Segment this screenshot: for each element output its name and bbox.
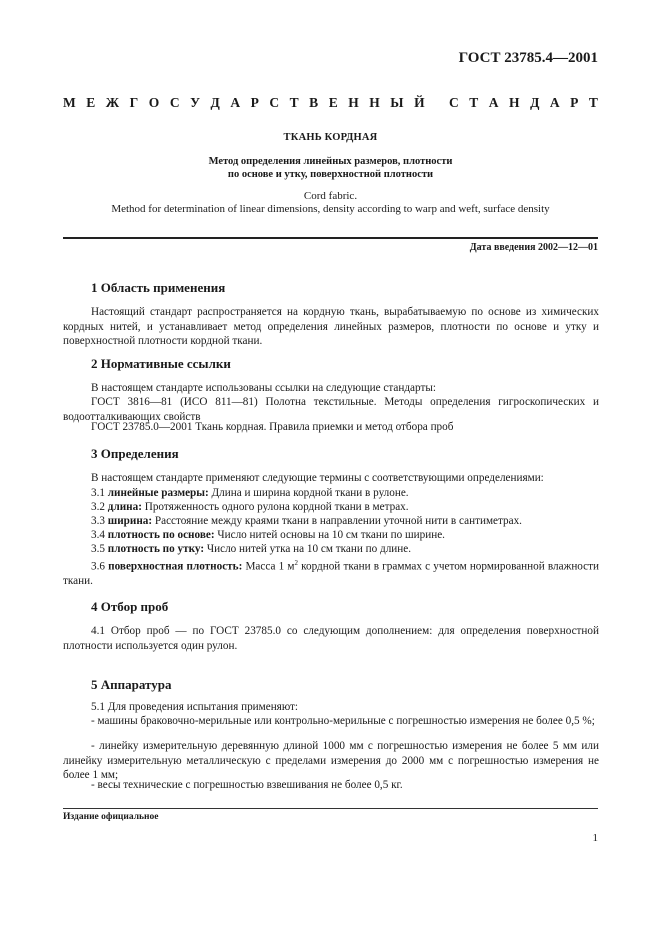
footer-divider <box>63 808 598 809</box>
heading-letter: Д <box>210 95 220 110</box>
definition-text: Число нитей основы на 10 см ткани по ширине. <box>217 529 445 541</box>
definition-number: 3.6 <box>91 560 105 573</box>
heading-letter: Р <box>570 95 579 110</box>
heading-letter: Е <box>328 95 338 110</box>
definition-text-continued: кордной ткани в граммах с учетом нормированной влажности ткани. <box>63 560 600 588</box>
heading-letter: Н <box>369 95 380 110</box>
section-2-heading: 2 Нормативные ссылки <box>91 356 231 371</box>
heading-letter: А <box>488 95 499 110</box>
interstate-standard-heading <box>63 95 598 111</box>
section-2-intro: В настоящем стандарте использованы ссылки на следующие стандарты: <box>91 382 436 394</box>
apparatus-item-2: - линейку измерительную деревянную длиной 1000 мм с погрешностью измерения не более 5 мм или линейку измерительную металлическую с пределами измерения до 2000 мм с погрешностью измерения не более 1 мм; <box>63 740 599 781</box>
apparatus-item-3: - весы технические с погрешностью взвешивания не более 0,5 кг. <box>91 779 403 791</box>
definition-number: 3.3 <box>91 515 105 527</box>
section-1-paragraph: Настоящий стандарт распространяется на кордную ткань, вырабатываемую по основе из химических кордных нитей, и устанавливает метод определения линейных размеров, плотности по основе и утку и поверхностной плотности кордной ткани. <box>63 306 599 347</box>
heading-letter: Й <box>414 95 425 110</box>
introduction-date: Дата введения 2002—12—01 <box>469 242 598 253</box>
heading-letter: Т <box>469 95 479 110</box>
heading-letter: С <box>269 95 280 110</box>
definition-3-6 <box>63 547 599 589</box>
subtitle-line-2: по основе и утку, поверхностной плотности <box>227 169 434 180</box>
document-code: ГОСТ 23785.4—2001 <box>458 50 598 66</box>
section-5-intro: 5.1 Для проведения испытания применяют: <box>91 701 299 713</box>
definition-term: линейные размеры: <box>107 487 209 499</box>
section-5-heading: 5 Аппаратура <box>91 677 172 692</box>
definition-term: длина: <box>107 501 142 513</box>
heading-letter: О <box>148 95 160 110</box>
definition-3-2 <box>91 500 599 515</box>
definition-text: Расстояние между краями ткани в направлении уточной нити в сантиметрах. <box>154 515 522 527</box>
english-title-line-1: Cord fabric. <box>303 190 358 202</box>
heading-letter: А <box>549 95 560 110</box>
english-title <box>63 190 598 216</box>
definition-term: плотность по утку: <box>107 543 205 555</box>
section-3-heading: 3 Определения <box>91 446 179 461</box>
heading-letter: Ы <box>390 95 404 110</box>
section-2-reference-1: ГОСТ 3816—81 (ИСО 811—81) Полотна текстильные. Методы определения гигроскопических и водоотталкивающих свойств <box>63 396 599 423</box>
page-number: 1 <box>592 832 598 844</box>
heading-letter: В <box>309 95 319 110</box>
superscript: 2 <box>294 559 298 567</box>
definition-number: 3.1 <box>91 487 105 499</box>
heading-letter: Е <box>86 95 96 110</box>
document-subtitle <box>63 155 598 181</box>
heading-letter: А <box>230 95 241 110</box>
definition-text: Число нитей утка на 10 см ткани по длине. <box>206 543 412 555</box>
heading-letter: Ж <box>105 95 120 110</box>
section-4-heading: 4 Отбор проб <box>91 599 169 614</box>
definition-3-4 <box>91 528 599 543</box>
document-title: ТКАНЬ КОРДНАЯ <box>283 132 378 143</box>
definition-term: поверхностная плотность: <box>108 560 243 573</box>
heading-letter: Н <box>509 95 520 110</box>
definition-text: Протяженность одного рулона кордной ткани в метрах. <box>144 501 409 513</box>
definition-number: 3.2 <box>91 501 105 513</box>
english-title-line-2: Method for determination of linear dimensions, density according to warp and weft, surface density <box>111 203 550 215</box>
heading-letter: Р <box>250 95 259 110</box>
section-2-reference-2: ГОСТ 23785.0—2001 Ткань кордная. Правила приемки и метод отбора проб <box>91 421 454 433</box>
section-3-intro: В настоящем стандарте применяют следующие термины с соответствующими определениями: <box>91 472 544 484</box>
definition-3-1 <box>91 486 599 501</box>
subtitle-line-1: Метод определения линейных размеров, плотности <box>208 156 453 167</box>
heading-letter: У <box>190 95 200 110</box>
heading-letter: Д <box>530 95 540 110</box>
section-4-paragraph: 4.1 Отбор проб — по ГОСТ 23785.0 со следующим дополнением: для определения поверхностной плотности используется один рулон. <box>63 625 599 652</box>
definition-term: плотность по основе: <box>107 529 215 541</box>
heading-letter: М <box>63 95 76 110</box>
definition-term: ширина: <box>107 515 153 527</box>
section-1-heading: 1 Область применения <box>91 280 226 295</box>
heading-letter: С <box>169 95 180 110</box>
definition-number: 3.4 <box>91 529 105 541</box>
heading-word-gap <box>435 95 438 111</box>
heading-letter: Н <box>348 95 359 110</box>
edition-note: Издание официальное <box>63 812 159 822</box>
heading-letter: Т <box>588 95 598 110</box>
apparatus-item-1: - машины браковочно-мерильные или контрольно-мерильные с погрешностью измерения не более 0,5 %; <box>91 715 595 727</box>
heading-letter: С <box>448 95 459 110</box>
definition-text: Длина и ширина кордной ткани в рулоне. <box>211 487 409 499</box>
heading-letter: Г <box>129 95 139 110</box>
definition-text: Масса 1 м <box>245 560 295 573</box>
header-divider <box>63 237 598 239</box>
definition-3-3 <box>91 514 599 529</box>
definition-number: 3.5 <box>91 543 105 555</box>
heading-letter: Т <box>289 95 299 110</box>
